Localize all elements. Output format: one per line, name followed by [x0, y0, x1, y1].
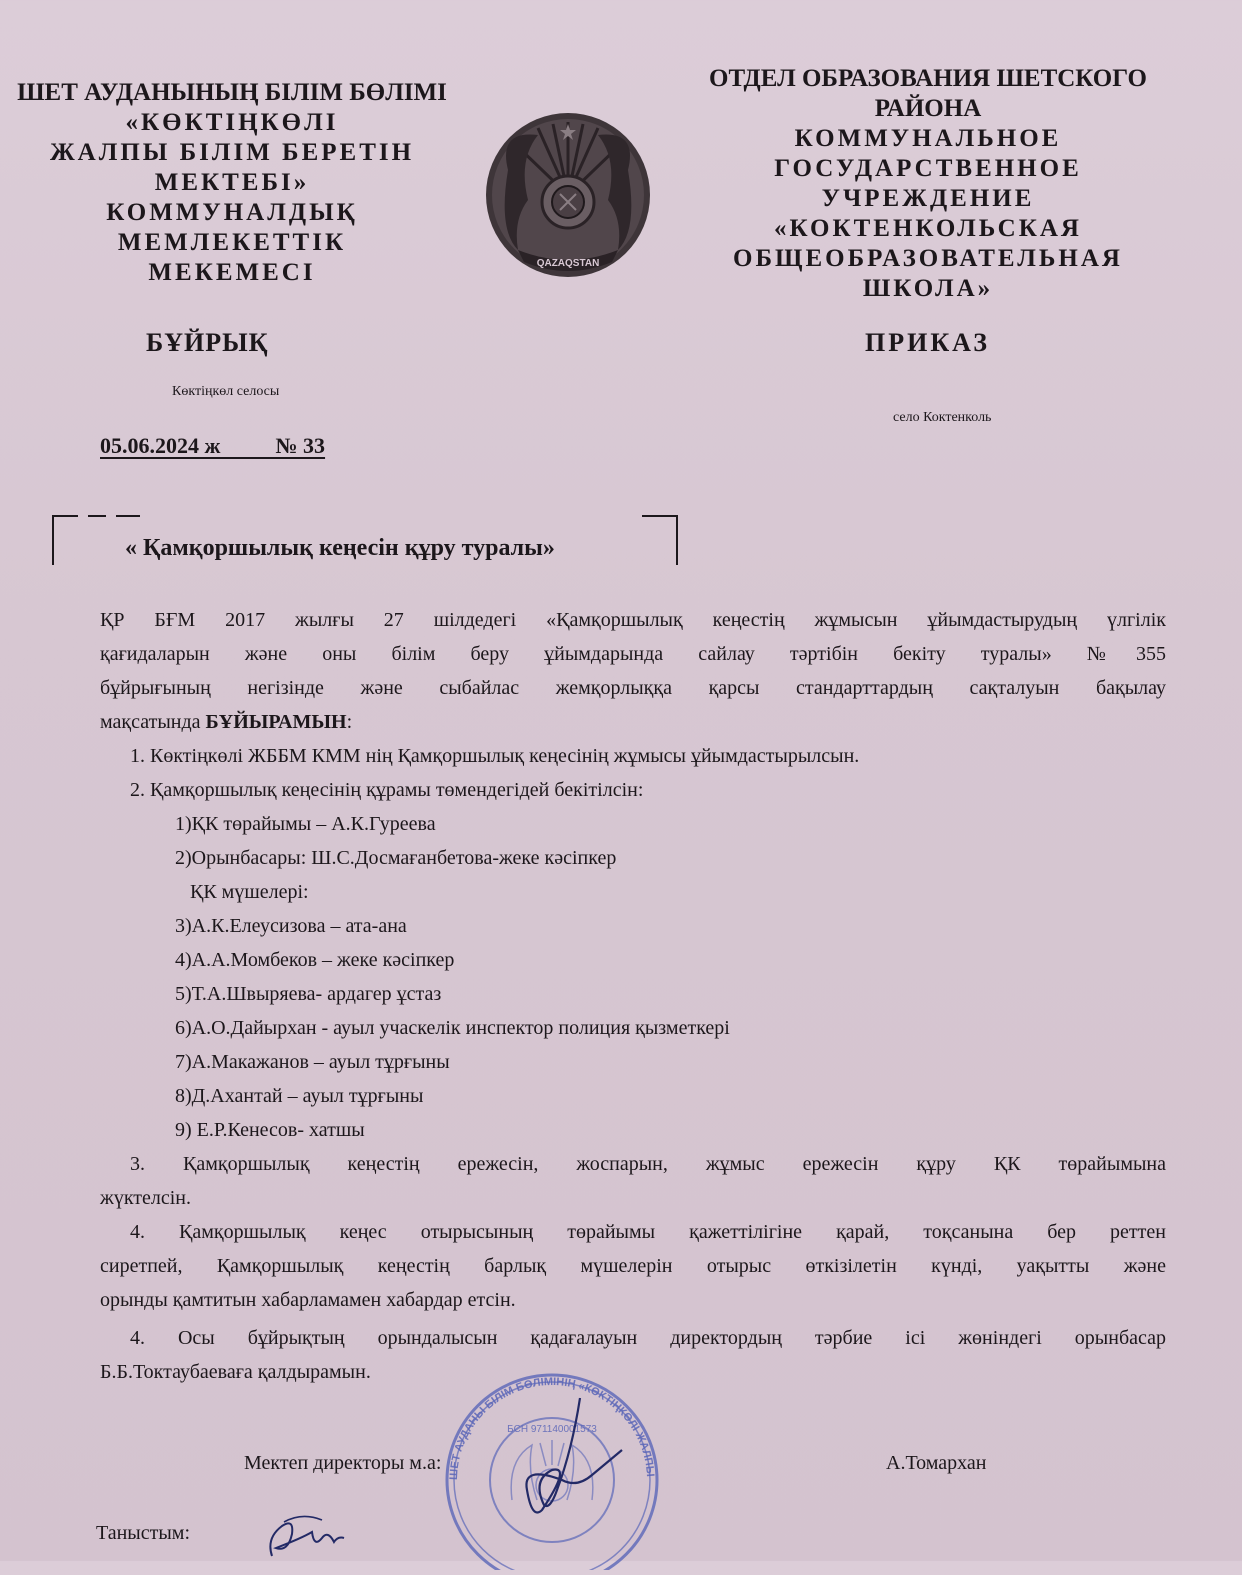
- stamp-text: ШЕТ АУДАНЫ БІЛІМ БӨЛІМІНІҢ «КӨКТІҢКӨЛІ ЖАЛПЫ: [447, 1375, 657, 1481]
- preamble-line-last: [100, 705, 1166, 739]
- official-stamp: [432, 1370, 672, 1570]
- russian-header-line: ГОСУДАРСТВЕННОЕ: [774, 155, 1082, 182]
- order-item-4a: 4. Қамқоршылық кеңес отырысының төрайымы қажеттілігіне қарай, тоқсанына бер реттен: [130, 1221, 1166, 1243]
- preamble-text: мақсатында: [100, 711, 206, 733]
- member-item: 3)А.К.Елеусизова – ата-ана: [175, 915, 407, 937]
- director-signature-icon: [526, 1398, 622, 1513]
- member-item: 7)А.Макажанов – ауыл тұрғыны: [175, 1051, 450, 1073]
- member-item: 1)ҚК төрайымы – А.К.Гуреева: [175, 813, 436, 835]
- russian-header-line: КОММУНАЛЬНОЕ: [794, 125, 1062, 152]
- members-subheading: ҚК мүшелері:: [175, 881, 309, 903]
- order-item-4a-cont: орынды қамтитын хабарламамен хабардар етсін.: [100, 1289, 516, 1311]
- kazakh-header-line: «КӨКТІҢКӨЛІ: [125, 109, 339, 136]
- document-body: [100, 603, 1166, 1389]
- order-item-3-cont: жүктелсін.: [100, 1187, 192, 1209]
- russian-header-line: ОБЩЕОБРАЗОВАТЕЛЬНАЯ: [733, 245, 1123, 272]
- director-role: Мектеп директоры м.а:: [244, 1452, 442, 1474]
- member-item: 9) Е.Р.Кенесов- хатшы: [175, 1119, 365, 1141]
- acknowledged-signature-icon: [262, 1508, 352, 1566]
- kazakh-header-line: МЕМЛЕКЕТТІК: [117, 229, 347, 256]
- order-item-3: 3. Қамқоршылық кеңестің ережесін, жоспарын, жұмыс ережесін құру ҚК төрайымына: [130, 1153, 1166, 1175]
- state-emblem-icon: [478, 110, 658, 280]
- kazakh-document-type: БҰЙРЫҚ: [146, 328, 269, 357]
- emblem-label: QAZAQSTAN: [536, 258, 600, 269]
- order-item-2: 2. Қамқоршылық кеңесінің құрамы төмендегідей бекітілсін:: [130, 779, 644, 801]
- kazakh-header: [0, 78, 464, 288]
- order-item-4a-cont: сиретпей, Қамқоршылық кеңестің барлық мүшелерін отырыс өткізілетін күнді, уақытты және: [100, 1255, 1166, 1277]
- kazakh-header-line: КОММУНАЛДЫҚ: [106, 199, 358, 226]
- acknowledged-label: Таныстым:: [96, 1522, 191, 1544]
- kazakh-header-line: ЖАЛПЫ БІЛІМ БЕРЕТІН: [49, 139, 415, 166]
- member-item: 8)Д.Ахантай – ауыл тұрғыны: [175, 1085, 424, 1107]
- order-item-4b-cont: Б.Б.Токтаубаеваға қалдырамын.: [100, 1361, 371, 1383]
- preamble-line: бұйрығының негізінде және сыбайлас жемқорлыққа қарсы стандарттардың сақталуын бақылау: [100, 677, 1166, 699]
- order-item-1: 1. Көктіңкөлі ЖББМ КММ нің Қамқоршылық кеңесінің жұмысы ұйымдастырылсын.: [130, 745, 860, 767]
- order-item-4b: 4. Осы бұйрықтың орындалысын қадағалауын директордың тәрбие ісі жөніндегі орынбасар: [130, 1327, 1166, 1349]
- stamp-bin: БСН 971140001573: [507, 1424, 597, 1435]
- kazakh-header-line: МЕКЕМЕСІ: [148, 259, 316, 286]
- russian-header-line: РАЙОНА: [874, 95, 982, 122]
- kazakh-header-line: ШЕТ АУДАНЫНЫҢ БІЛІМ БӨЛІМІ: [17, 79, 447, 106]
- member-item: 2)Орынбасары: Ш.С.Досмағанбетова-жеке кәсіпкер: [175, 847, 617, 869]
- member-item: 5)Т.А.Швыряева- ардагер ұстаз: [175, 983, 442, 1005]
- russian-header: [688, 64, 1168, 304]
- member-item: 4)А.А.Момбеков – жеке кәсіпкер: [175, 949, 455, 971]
- director-name: А.Томархан: [886, 1452, 987, 1474]
- russian-document-type: ПРИКАЗ: [865, 328, 991, 357]
- russian-header-line: ОТДЕЛ ОБРАЗОВАНИЯ ШЕТСКОГО: [709, 65, 1147, 92]
- document-title: « Қамқоршылық кеңесін құру туралы»: [125, 535, 555, 561]
- russian-header-line: ШКОЛА»: [862, 275, 994, 302]
- preamble-line: ҚР БҒМ 2017 жылғы 27 шілдедегі «Қамқоршылық кеңестің жұмысын ұйымдастырудың үлгілік: [100, 609, 1166, 631]
- kazakh-header-line: МЕКТЕБІ»: [154, 169, 310, 196]
- preamble-line: қағидаларын және оны білім беру ұйымдарында сайлау тәртібін бекіту туралы» №355: [100, 643, 1166, 665]
- russian-village-name: село Коктенколь: [893, 410, 992, 425]
- russian-header-line: УЧРЕЖДЕНИЕ: [821, 185, 1035, 212]
- order-colon: :: [346, 711, 353, 733]
- russian-header-line: «КОКТЕНКОЛЬСКАЯ: [774, 215, 1082, 242]
- date-and-number: 05.06.2024 ж № 33: [100, 433, 326, 458]
- kazakh-village-name: Көктіңкөл селосы: [172, 384, 280, 399]
- member-item: 6)А.О.Дайырхан - ауыл учаскелік инспектор полиция қызметкері: [175, 1017, 730, 1039]
- order-word: БҰЙЫРАМЫН: [205, 711, 347, 733]
